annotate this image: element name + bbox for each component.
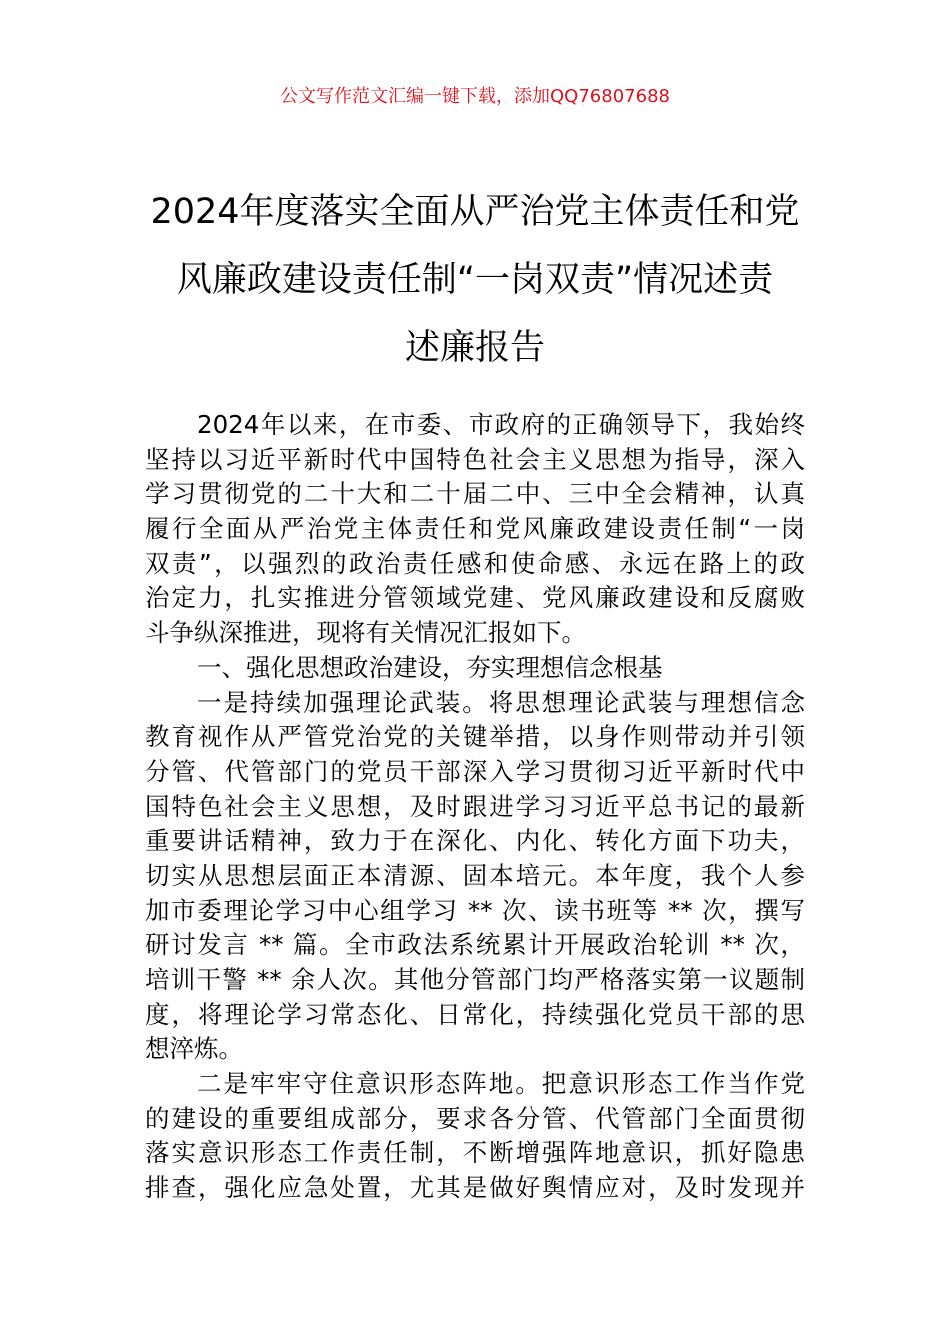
paragraph-line: 治定力，扎实推进分管领域党建、党风廉政建设和反腐败 (145, 583, 805, 613)
paragraph-line: 教育视作从严管党治党的关键举措，以身作则带动并引领 (145, 722, 805, 752)
paragraph-line: 培训干警 ** 余人次。其他分管部门均严格落实第一议题制 (145, 965, 805, 994)
document-title (120, 178, 830, 382)
paragraph-line: 的建设的重要组成部分，要求各分管、代管部门全面贯彻 (145, 1103, 805, 1133)
paragraph-line: 二是牢牢守住意识形态阵地。把意识形态工作当作党 (197, 1069, 805, 1099)
paragraph-line: 坚持以习近平新时代中国特色社会主义思想为指导，深入 (145, 444, 805, 474)
paragraph (145, 651, 805, 686)
title-line: 2024年度落实全面从严治党主体责任和党 (150, 192, 800, 232)
paragraph (145, 686, 805, 1068)
paragraph-line: 2024年以来，在市委、市政府的正确领导下，我始终 (197, 410, 805, 439)
paragraph-line: 排查，强化应急处置，尤其是做好舆情应对，及时发现并 (145, 1173, 805, 1203)
paragraph (145, 408, 805, 651)
title-line: 述廉报告 (404, 328, 545, 368)
title-line: 风廉政建设责任制“一岗双责”情况述责 (176, 260, 774, 300)
paragraph-line: 一是持续加强理论武装。将思想理论武装与理想信念 (197, 687, 805, 717)
paragraph (145, 1067, 805, 1206)
paragraph-line: 加市委理论学习中心组学习 ** 次、读书班等 ** 次，撰写 (145, 895, 805, 925)
paragraph-line: 度，将理论学习常态化、日常化，持续强化党员干部的思 (145, 999, 805, 1029)
watermark-header: 公文写作范文汇编一键下载，添加QQ76807688 (280, 86, 670, 107)
paragraph-line: 重要讲话精神，致力于在深化、内化、转化方面下功夫， (145, 826, 805, 856)
paragraph-line: 履行全面从严治党主体责任和党风廉政建设责任制“一岗 (145, 514, 805, 544)
paragraph-line: 分管、代管部门的党员干部深入学习贯彻习近平新时代中 (145, 756, 805, 786)
paragraph-line: 斗争纵深推进，现将有关情况汇报如下。 (145, 618, 586, 648)
paragraph-line: 双责”，以强烈的政治责任感和使命感、永远在路上的政 (145, 548, 805, 578)
paragraph-line: 一、强化思想政治建设，夯实理想信念根基 (197, 652, 663, 682)
paragraph-line: 研讨发言 ** 篇。全市政法系统累计开展政治轮训 ** 次， (145, 930, 805, 960)
paragraph-line: 学习贯彻党的二十大和二十届二中、三中全会精神，认真 (145, 479, 805, 509)
paragraph-line: 想淬炼。 (145, 1034, 243, 1064)
paragraph-line: 落实意识形态工作责任制，不断增强阵地意识，抓好隐患 (145, 1138, 805, 1168)
paragraph-line: 切实从思想层面正本清源、固本培元。本年度，我个人参 (145, 860, 805, 890)
document-body (145, 408, 805, 1206)
paragraph-line: 国特色社会主义思想，及时跟进学习习近平总书记的最新 (145, 791, 805, 821)
